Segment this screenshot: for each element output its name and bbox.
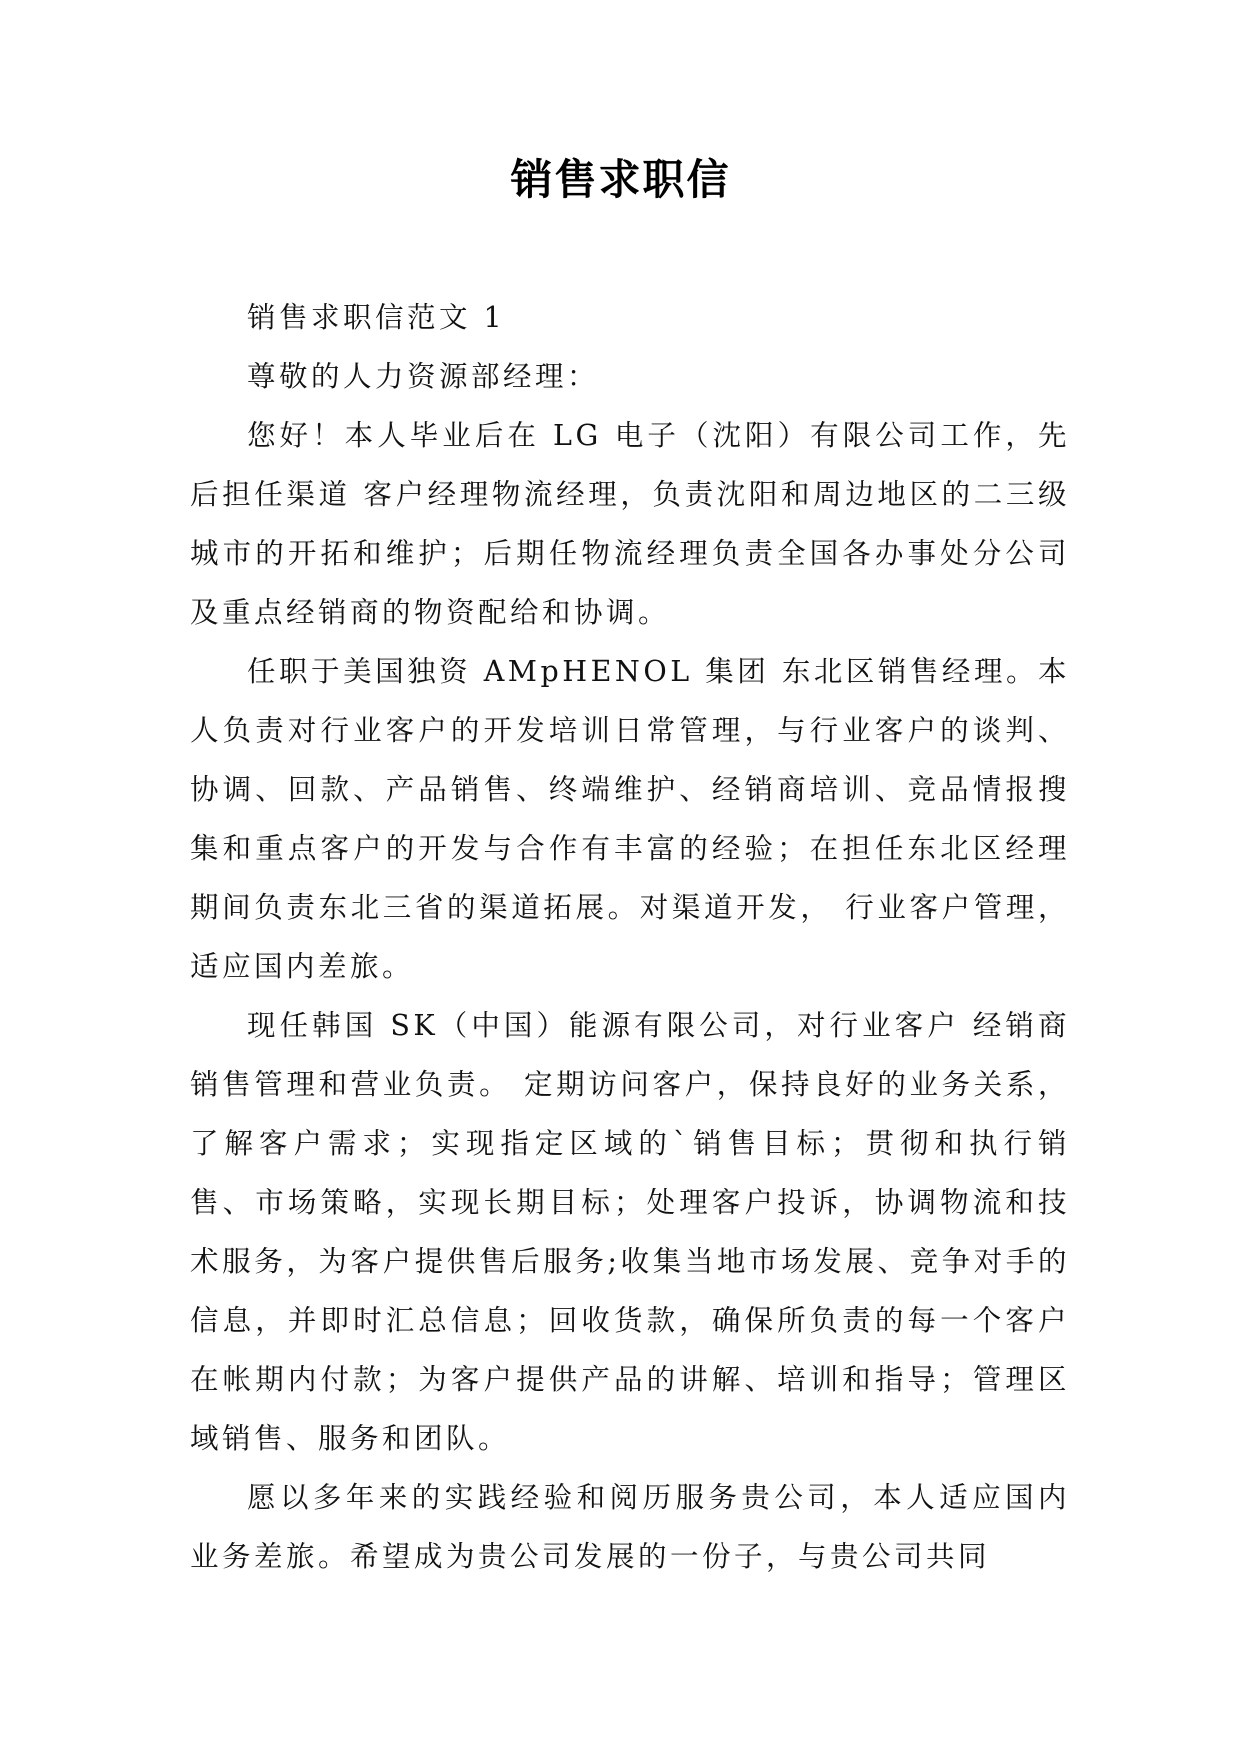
paragraph-salutation: 尊敬的人力资源部经理： bbox=[247, 360, 600, 393]
document-body bbox=[190, 288, 1070, 1586]
paragraph-experience-amphenol: 任职于美国独资 AMpHENOL 集团 东北区销售经理。本人负责对行业客户的开发培训日常管理，与行业客户的谈判、协调、回款、产品销售、终端维护、经销商培训、竞品情报搜集和重点客户的开发与合作有丰富的经验；在担任东北区经理期间负责东北三省的渠道拓展。对渠道开发， 行业客户管理， 适应国内差旅。 bbox=[190, 655, 1070, 983]
paragraph-intro: 您好！本人毕业后在 LG 电子（沈阳）有限公司工作，先后担任渠道 客户经理物流经理，负责沈阳和周边地区的二三级城市的开拓和维护；后期任物流经理负责全国各办事处分公司及重点经销商的物资配给和协调。 bbox=[190, 419, 1070, 629]
paragraph-heading: 销售求职信范文 1 bbox=[247, 301, 506, 334]
paragraph-experience-sk: 现任韩国 SK（中国）能源有限公司，对行业客户 经销商销售管理和营业负责。 定期访问客户，保持良好的业务关系，了解客户需求；实现指定区域的`销售目标；贯彻和执行销售、市场策略，实现长期目标；处理客户投诉，协调物流和技术服务，为客户提供售后服务;收集当地市场发展、竞争对手的信息，并即时汇总信息；回收货款，确保所负责的每一个客户在帐期内付款；为客户提供产品的讲解、培训和指导；管理区域销售、服务和团队。 bbox=[190, 1009, 1070, 1455]
document-title: 销售求职信 bbox=[510, 155, 731, 204]
paragraph-closing: 愿以多年来的实践经验和阅历服务贵公司，本人适应国内业务差旅。希望成为贵公司发展的一份子，与贵公司共同 bbox=[190, 1481, 1070, 1573]
